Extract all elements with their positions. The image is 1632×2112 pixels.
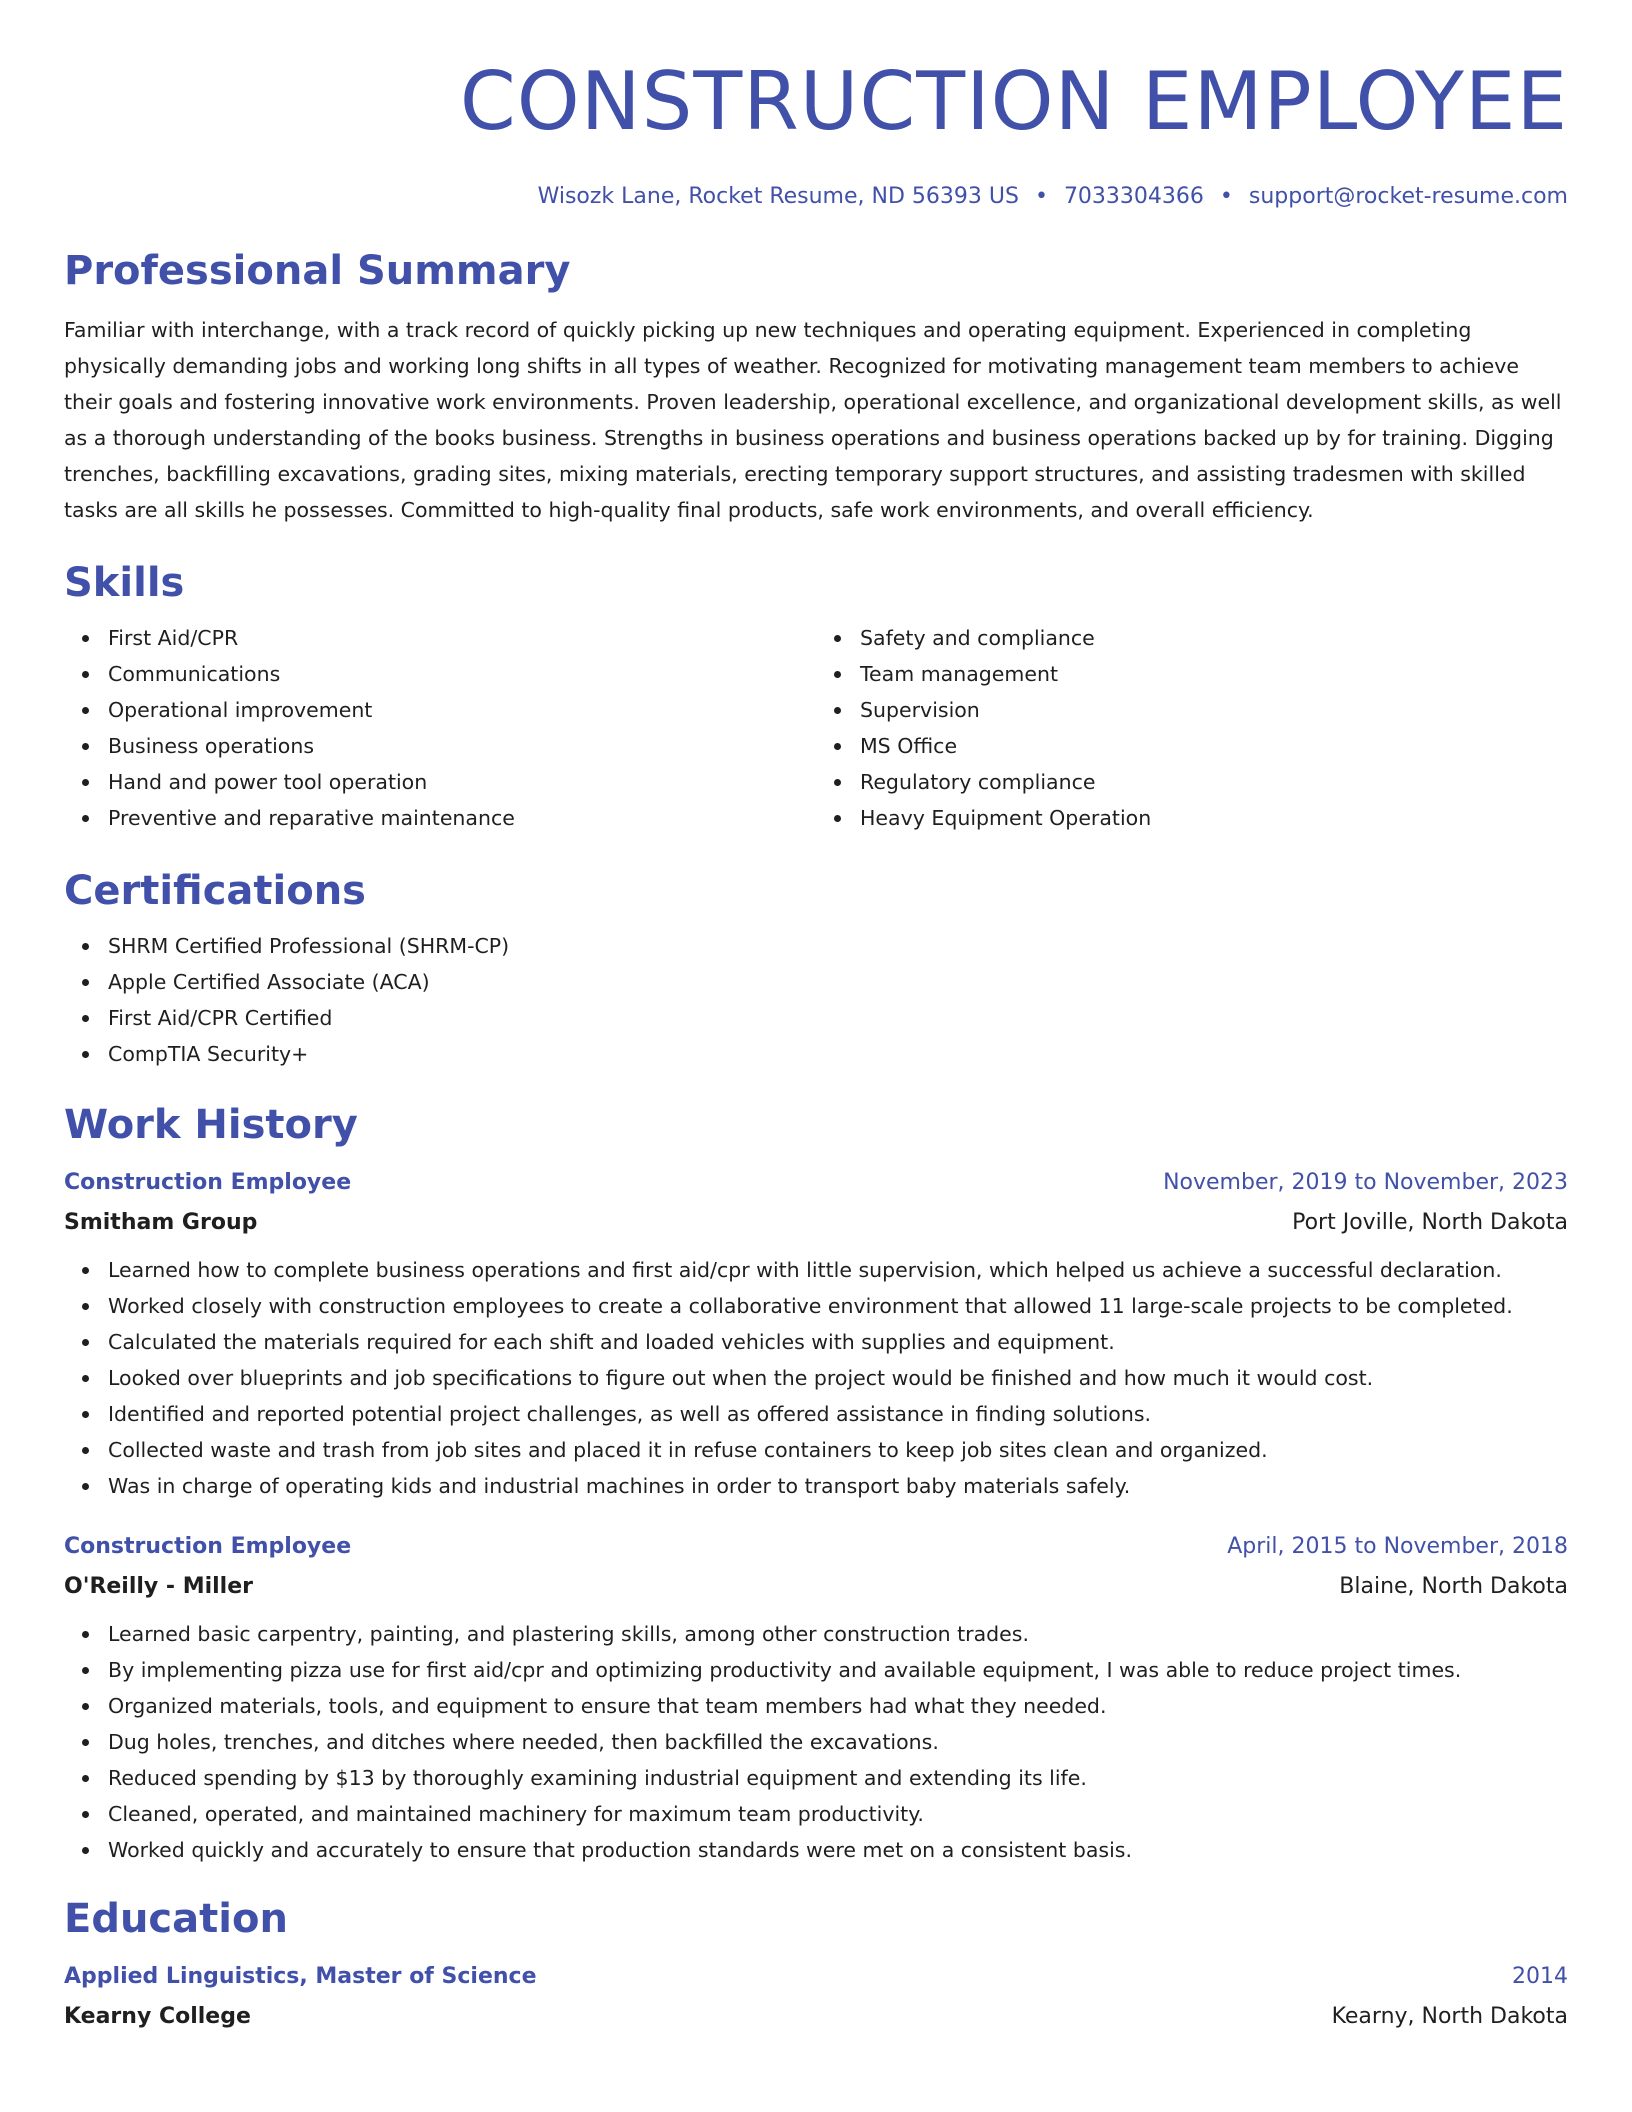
education-entry bbox=[64, 1962, 1568, 2032]
summary-text: Familiar with interchange, with a track record of quickly picking up new techniques and operating equipment. Experienced in completing physically demanding jobs and working long shifts in all types of weather. Recognized for motivating management team members to achieve their goals and fostering innovative work environments. Proven leadership, operational excellence, and organizational development skills, as well as a thorough understanding of the books business. Strengths in business operations and business operations backed up by for training. Digging trenches, backfilling excavations, grading sites, mixing materials, erecting temporary support structures, and assisting tradesmen with skilled tasks are all skills he possesses. Committed to high-quality final products, safe work environments, and overall efficiency. bbox=[64, 318, 1562, 522]
resume-name: CONSTRUCTION EMPLOYEE bbox=[459, 55, 1568, 148]
skill-item: Regulatory compliance bbox=[860, 764, 1568, 800]
contact-separator: • bbox=[1034, 184, 1048, 209]
job-dates: November, 2019 to November, 2023 bbox=[1163, 1170, 1568, 1195]
job-header bbox=[64, 1168, 1568, 1198]
skill-item: MS Office bbox=[860, 728, 1568, 764]
job-bullet: Worked closely with construction employees to create a collaborative environment that allowed 11 large-scale projects to be completed. bbox=[108, 1288, 1568, 1324]
education-school: Kearny College bbox=[64, 2004, 251, 2029]
skills-heading: Skills bbox=[64, 560, 185, 606]
skill-item: Team management bbox=[860, 656, 1568, 692]
job-company: Smitham Group bbox=[64, 1210, 258, 1235]
job-entry bbox=[64, 1168, 1568, 1504]
job-location: Blaine, North Dakota bbox=[1339, 1574, 1568, 1599]
skills-left-list bbox=[64, 620, 816, 836]
education-location: Kearny, North Dakota bbox=[1331, 2004, 1568, 2029]
job-title: Construction Employee bbox=[64, 1170, 352, 1195]
job-bullets bbox=[64, 1252, 1568, 1504]
skill-item: Business operations bbox=[108, 728, 816, 764]
certification-item: Apple Certified Associate (ACA) bbox=[108, 964, 1568, 1000]
certifications-heading: Certifications bbox=[64, 868, 366, 914]
skill-item: Preventive and reparative maintenance bbox=[108, 800, 816, 836]
job-bullet: Organized materials, tools, and equipment to ensure that team members had what they needed. bbox=[108, 1688, 1568, 1724]
skill-item: Heavy Equipment Operation bbox=[860, 800, 1568, 836]
skills-columns bbox=[64, 620, 1568, 836]
education-heading: Education bbox=[64, 1896, 288, 1942]
job-dates: April, 2015 to November, 2018 bbox=[1227, 1534, 1568, 1559]
contact-line bbox=[64, 182, 1568, 212]
skill-item: Operational improvement bbox=[108, 692, 816, 728]
skill-item: Communications bbox=[108, 656, 816, 692]
job-bullet: By implementing pizza use for first aid/cpr and optimizing productivity and available equipment, I was able to reduce project times. bbox=[108, 1652, 1568, 1688]
education-year: 2014 bbox=[1512, 1964, 1568, 1989]
certification-item: CompTIA Security+ bbox=[108, 1036, 1568, 1072]
job-bullet: Reduced spending by $13 by thoroughly examining industrial equipment and extending its life. bbox=[108, 1760, 1568, 1796]
job-company: O'Reilly - Miller bbox=[64, 1574, 253, 1599]
job-bullet: Looked over blueprints and job specifications to figure out when the project would be finished and how much it would cost. bbox=[108, 1360, 1568, 1396]
job-bullet: Cleaned, operated, and maintained machinery for maximum team productivity. bbox=[108, 1796, 1568, 1832]
job-bullet: Calculated the materials required for each shift and loaded vehicles with supplies and equipment. bbox=[108, 1324, 1568, 1360]
job-bullet: Learned how to complete business operations and first aid/cpr with little supervision, which helped us achieve a successful declaration. bbox=[108, 1252, 1568, 1288]
job-header bbox=[64, 1532, 1568, 1562]
job-bullet: Worked quickly and accurately to ensure that production standards were met on a consistent basis. bbox=[108, 1832, 1568, 1868]
skill-item: Hand and power tool operation bbox=[108, 764, 816, 800]
work-history-heading: Work History bbox=[64, 1102, 358, 1148]
certification-item: SHRM Certified Professional (SHRM-CP) bbox=[108, 928, 1568, 964]
contact-email[interactable]: support@rocket-resume.com bbox=[1248, 184, 1568, 209]
job-bullet: Was in charge of operating kids and industrial machines in order to transport baby materials safely. bbox=[108, 1468, 1568, 1504]
contact-address: Wisozk Lane, Rocket Resume, ND 56393 US bbox=[537, 184, 1019, 209]
job-entry bbox=[64, 1532, 1568, 1868]
education-subheader bbox=[64, 1992, 1568, 2032]
job-bullet: Dug holes, trenches, and ditches where needed, then backfilled the excavations. bbox=[108, 1724, 1568, 1760]
education-header bbox=[64, 1962, 1568, 1992]
job-bullet: Learned basic carpentry, painting, and plastering skills, among other construction trades. bbox=[108, 1616, 1568, 1652]
skill-item: Supervision bbox=[860, 692, 1568, 728]
summary-heading: Professional Summary bbox=[64, 248, 571, 294]
job-subheader bbox=[64, 1562, 1568, 1602]
skill-item: Safety and compliance bbox=[860, 620, 1568, 656]
skills-right-list bbox=[816, 620, 1568, 836]
contact-separator: • bbox=[1219, 184, 1233, 209]
job-bullets bbox=[64, 1616, 1568, 1868]
job-bullet: Collected waste and trash from job sites and placed it in refuse containers to keep job sites clean and organized. bbox=[108, 1432, 1568, 1468]
education-degree: Applied Linguistics, Master of Science bbox=[64, 1964, 537, 1989]
job-bullet: Identified and reported potential project challenges, as well as offered assistance in finding solutions. bbox=[108, 1396, 1568, 1432]
certifications-list bbox=[64, 928, 1568, 1072]
job-location: Port Joville, North Dakota bbox=[1292, 1210, 1568, 1235]
contact-phone: 7033304366 bbox=[1063, 184, 1204, 209]
resume-page bbox=[64, 0, 1568, 2032]
job-title: Construction Employee bbox=[64, 1534, 352, 1559]
skill-item: First Aid/CPR bbox=[108, 620, 816, 656]
certification-item: First Aid/CPR Certified bbox=[108, 1000, 1568, 1036]
job-subheader bbox=[64, 1198, 1568, 1238]
